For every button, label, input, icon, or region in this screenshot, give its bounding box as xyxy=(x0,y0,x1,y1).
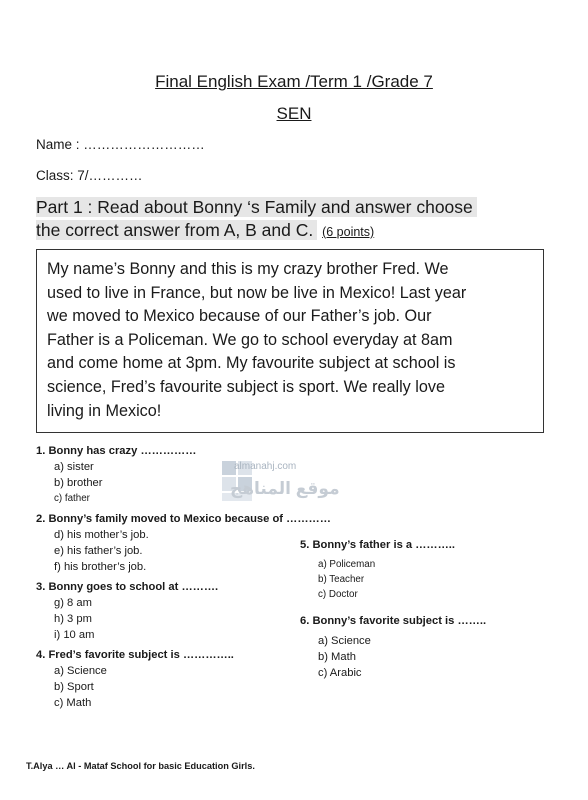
passage-line: Father is a Policeman. We go to school everyday at 8am xyxy=(47,330,453,349)
passage-line: and come home at 3pm. My favourite subject at school is xyxy=(47,354,456,373)
question-1 xyxy=(36,445,196,504)
footer-school: T.Alya … Al - Mataf School for basic Education Girls. xyxy=(26,761,255,771)
part1-points: (6 points) xyxy=(322,225,375,239)
question-6 xyxy=(300,615,486,679)
answer-option: a) Science xyxy=(54,665,107,677)
part1-heading-line2: the correct answer from A, B and C. xyxy=(36,220,317,240)
question-label: 4. Fred’s favorite subject is ………….. xyxy=(36,649,234,661)
reading-passage xyxy=(36,249,544,433)
part1-heading xyxy=(36,196,477,244)
answer-option: c) Arabic xyxy=(318,667,362,679)
answer-option: c) Doctor xyxy=(318,589,358,600)
answer-option: c) Math xyxy=(54,697,92,709)
answer-option: c) father xyxy=(54,493,90,504)
passage-line: used to live in France, but now be live in Mexico! Last year xyxy=(47,283,467,302)
question-label: 5. Bonny’s father is a ……….. xyxy=(300,539,456,551)
exam-title: Final English Exam /Term 1 /Grade 7 xyxy=(155,72,433,91)
answer-option: b) Teacher xyxy=(318,574,365,585)
answer-option: h) 3 pm xyxy=(54,613,92,625)
answer-option: a) Policeman xyxy=(318,559,376,570)
watermark-arabic: موقع المناهج xyxy=(230,479,340,498)
watermark-site: almanahj.com xyxy=(234,461,297,472)
question-label: 3. Bonny goes to school at ………. xyxy=(36,581,219,593)
answer-option: e) his father’s job. xyxy=(54,545,143,557)
question-5 xyxy=(300,539,455,600)
name-field: Name : ……………………… xyxy=(36,137,205,152)
question-label: 6. Bonny’s favorite subject is …….. xyxy=(300,615,487,627)
question-2 xyxy=(36,513,331,573)
answer-option: b) Math xyxy=(318,651,356,663)
answer-option: g) 8 am xyxy=(54,597,92,609)
answer-option: i) 10 am xyxy=(54,629,95,641)
part1-heading-line1: Part 1 : Read about Bonny ‘s Family and answer choose xyxy=(36,197,477,217)
question-label: 1. Bonny has crazy …………… xyxy=(36,445,197,457)
question-4 xyxy=(36,649,234,709)
answer-option: f) his brother’s job. xyxy=(54,561,147,573)
passage-line: we moved to Mexico because of our Father’s job. Our xyxy=(47,307,432,326)
exam-subtitle: SEN xyxy=(276,104,312,123)
answer-option: b) Sport xyxy=(54,681,94,693)
answer-option: b) brother xyxy=(54,477,103,489)
passage-line: My name’s Bonny and this is my crazy brother Fred. We xyxy=(47,260,449,278)
class-field: Class: 7/………… xyxy=(36,168,143,183)
answer-option: a) sister xyxy=(54,461,94,473)
passage-line: science, Fred’s favourite subject is sport. We really love xyxy=(47,377,445,396)
question-label: 2. Bonny’s family moved to Mexico because of ………… xyxy=(36,513,331,525)
answer-option: d) his mother’s job. xyxy=(54,529,149,541)
answer-option: a) Science xyxy=(318,635,371,647)
passage-line: living in Mexico! xyxy=(47,401,162,420)
question-3 xyxy=(36,581,218,641)
